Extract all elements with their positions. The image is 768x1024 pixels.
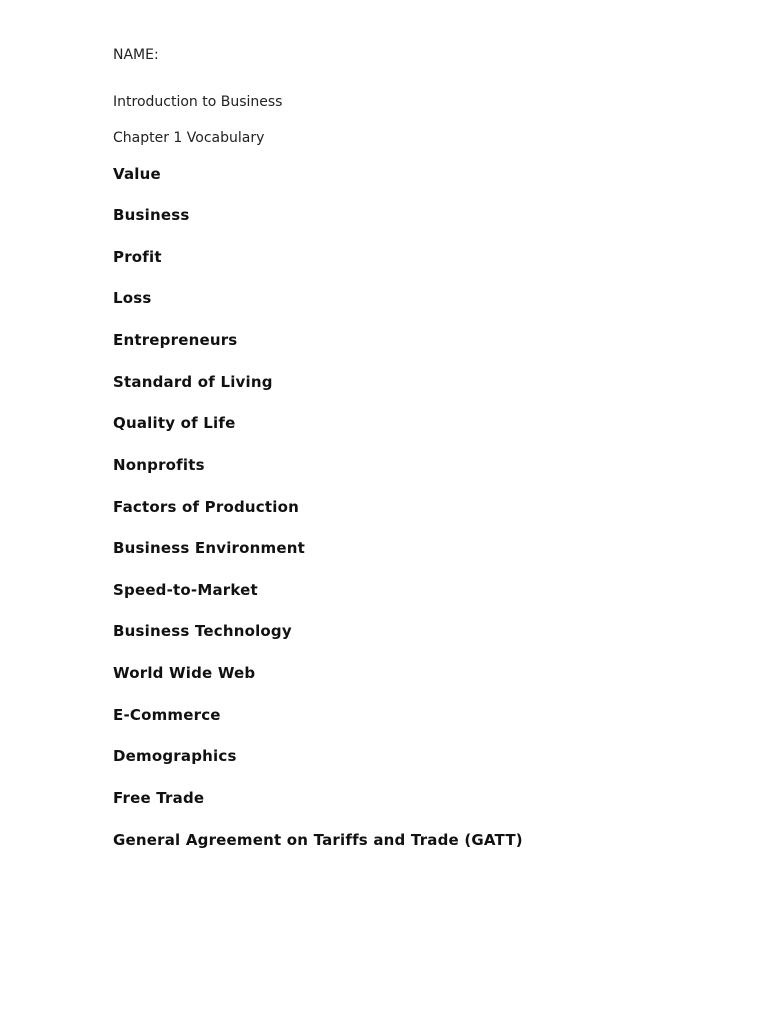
vocabulary-term: Demographics — [113, 747, 237, 765]
vocabulary-term: Standard of Living — [113, 373, 273, 391]
vocabulary-term: Business Technology — [113, 622, 292, 640]
vocabulary-term: General Agreement on Tariffs and Trade (GATT) — [113, 831, 523, 849]
name-label: NAME: — [113, 47, 159, 63]
vocabulary-term: Entrepreneurs — [113, 331, 238, 349]
vocabulary-term: Speed-to-Market — [113, 581, 258, 599]
vocabulary-term: Loss — [113, 289, 152, 307]
vocabulary-term: Business — [113, 206, 190, 224]
vocabulary-term: Factors of Production — [113, 498, 299, 516]
course-title: Introduction to Business — [113, 94, 283, 110]
vocabulary-term: Business Environment — [113, 539, 305, 557]
chapter-title: Chapter 1 Vocabulary — [113, 130, 265, 146]
document-page — [113, 0, 713, 1024]
vocabulary-term: Value — [113, 165, 161, 183]
vocabulary-term: Nonprofits — [113, 456, 205, 474]
vocabulary-term: E-Commerce — [113, 706, 221, 724]
vocabulary-term: World Wide Web — [113, 664, 256, 682]
vocabulary-term: Free Trade — [113, 789, 205, 807]
vocabulary-term: Quality of Life — [113, 414, 236, 432]
vocabulary-term: Profit — [113, 248, 162, 266]
